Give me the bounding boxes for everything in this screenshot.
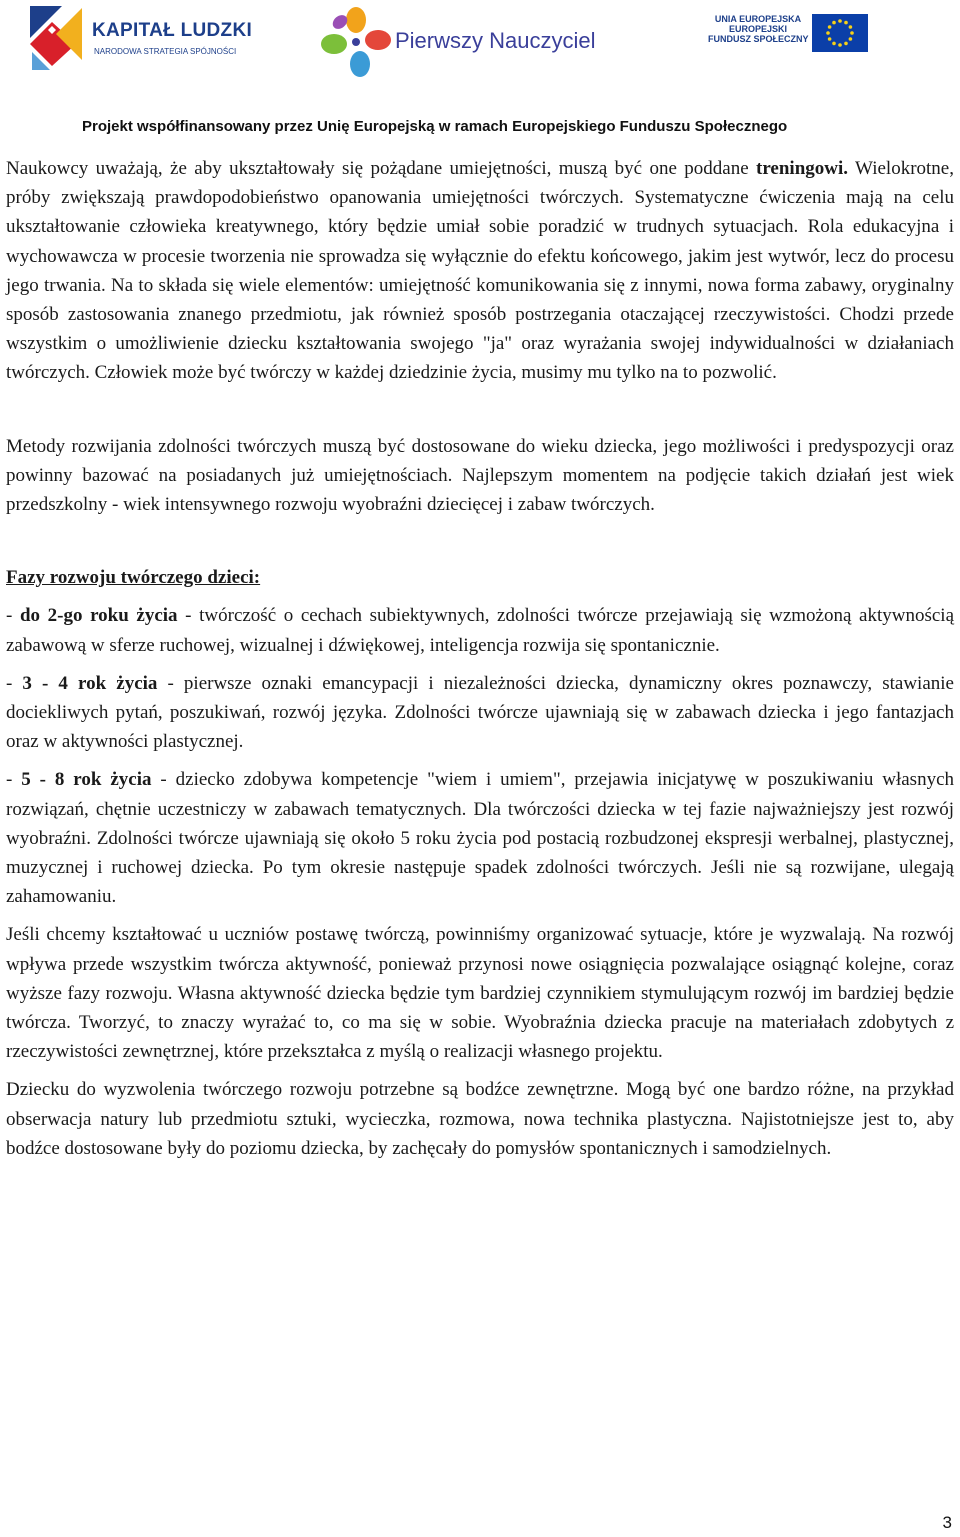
kapital-ludzki-subtitle: NARODOWA STRATEGIA SPÓJNOŚCI: [94, 47, 237, 56]
eu-label-line1: UNIA EUROPEJSKA: [714, 14, 802, 24]
document-body: [6, 154, 954, 1163]
section-title: Fazy rozwoju twórczego dzieci:: [6, 567, 261, 589]
paragraph-1-text-a: Naukowcy uważają, że aby ukształtowały się pożądane umiejętności, muszą być one poddane: [6, 158, 756, 179]
header-banner: [0, 0, 960, 150]
eu-label-line2: EUROPEJSKI: [728, 24, 788, 34]
phase-dash: -: [6, 605, 20, 627]
phase-label: do 2-go roku życia: [19, 605, 178, 627]
flower-icon: [320, 6, 392, 78]
spacer: [6, 1066, 954, 1075]
spacer: [6, 519, 954, 563]
spacer: [6, 388, 954, 432]
kapital-ludzki-logo: [22, 4, 253, 74]
spacer: [6, 592, 954, 601]
paragraph-3: Jeśli chcemy kształtować u uczniów postawę twórczą, powinniśmy organizować sytuacje, które je wyzwalają. Na rozwój wpływa przede wszystkim twórcza aktywność, ponieważ przynosi nowe osiągnięcia pozwalające osiągnąć kolejne, coraz wyższe fazy rozwoju. Własna aktywność dziecka będzie tym bardziej czynnikiem stymulującym rozwój im bardziej będzie twórcza. Tworzyć, to znaczy wyrażać to, co ma się w sobie. Wyobraźnia dziecka pracuje na materiałach zdobytych z rzeczywistości zewnętrznej, które przekształca z myślą o realizacji własnego projektu.: [6, 924, 954, 1063]
spacer: [6, 911, 954, 920]
spacer: [6, 660, 954, 669]
phase-label: 5 - 8 rok życia: [21, 769, 152, 791]
pierwszy-nauczyciel-logo: [320, 6, 620, 78]
eu-label-line3: FUNDUSZ SPOŁECZNY: [708, 34, 809, 44]
spacer: [6, 756, 954, 765]
phase-text: - dziecko zdobywa kompetencje "wiem i umiem", przejawia inicjatywę w poszukiwaniu własnych rozwiązań, chętnie uczestniczy w zabawach tematycznych. Dla twórczości dziecka w tej fazie najważniejszy jest rozwój wyobraźni. Zdolności twórcze ujawniają się około 5 roku życia pod postacią rozbudzonej ekspresji werbalnej, plastycznej, muzycznej i ruchowej dziecka. Po tym okresie następuje spadek zdolności twórczych. Jeśli nie są rozwijane, ulegają zahamowaniu.: [6, 769, 955, 908]
paragraph-1: [6, 154, 954, 388]
paragraph-1-bold: treningowi.: [756, 158, 849, 179]
phase-dash: -: [6, 769, 22, 791]
eu-label: [708, 14, 808, 44]
phase-item: [6, 601, 954, 659]
page-number: 3: [942, 1513, 952, 1532]
kapital-ludzki-name: KAPITAŁ LUDZKI: [92, 20, 253, 41]
paragraph-2: Metody rozwijania zdolności twórczych muszą być dostosowane do wieku dziecka, jego możliwości i predyspozycji oraz powinny bazować na posiadanych już umiejętnościach. Najlepszym momentem na podjęcie takich działań jest wiek przedszkolny - wiek intensywnego rozwoju wyobraźni dziecięcej i zabaw twórczych.: [6, 435, 954, 516]
pierwszy-nauczyciel-name: Pierwszy Nauczyciel: [395, 28, 596, 53]
eu-logo: [700, 14, 870, 64]
phase-text: - twórczość o cechach subiektywnych, zdolności twórcze przejawiają się wzmożoną aktywnością zabawową w sferze ruchowej, wizualnej i dźwiękowej, inteligencja rozwija się spontanicznie.: [6, 605, 954, 656]
phase-text: - pierwsze oznaki emancypacji i niezależności dziecka, dynamiczny okres poznawczy, stawianie dociekliwych pytań, poszukiwań, rozwój języka. Zdolności twórcze ujawniają się w zabawach dziecka i jego fantazjach oraz w aktywności plastycznej.: [6, 672, 954, 753]
paragraph-1-text-c: Wielokrotne, próby zwiększają prawdopodobieństwo opanowania umiejętności twórczych. Systematyczne ćwiczenia mają na celu ukształtowanie człowieka kreatywnego, który będzie umiał sobie poradzić w trudnych sytuacjach. Rola edukacyjna i wychowawcza w procesie tworzenia nie sprowadza się wyłącznie do efektu końcowego, jakim jest wytwór, lecz do procesu jego trwania. Na to składa się wiele elementów: umiejętność komunikowania się z innymi, nowa forma zabawy, oryginalny sposób zastosowania znanego przedmiotu, jak również sposób postrzegania otaczającej rzeczywistości. Chodzi przede wszystkim o umożliwienie dziecku kształtowania swojego "ja" oraz wyrażania swojej indywidualności w działaniach twórczych. Człowiek może być twórczy w każdej dziedzinie życia, musimy mu tylko na to pozwolić.: [6, 158, 954, 384]
kapital-ludzki-emblem-icon: [22, 4, 86, 74]
funding-banner: Projekt współfinansowany przez Unię Europejską w ramach Europejskiego Funduszu Społecznego: [82, 118, 788, 135]
eu-flag-icon: [812, 14, 868, 52]
phase-item: [6, 765, 954, 911]
paragraph-4: Dziecku do wyzwolenia twórczego rozwoju potrzebne są bodźce zewnętrzne. Mogą być one bardzo różne, na przykład obserwacja natury lub przedmiotu sztuki, wycieczka, rozmowa, nowa technika plastyczna. Najistotniejsze jest to, aby bodźce dostosowane były do poziomu dziecka, by zachęcały do pomysłów spontanicznych i samodzielnych.: [6, 1079, 954, 1159]
phase-item: [6, 669, 954, 757]
phase-label: 3 - 4 rok życia: [22, 672, 158, 694]
phase-dash: -: [6, 672, 23, 694]
